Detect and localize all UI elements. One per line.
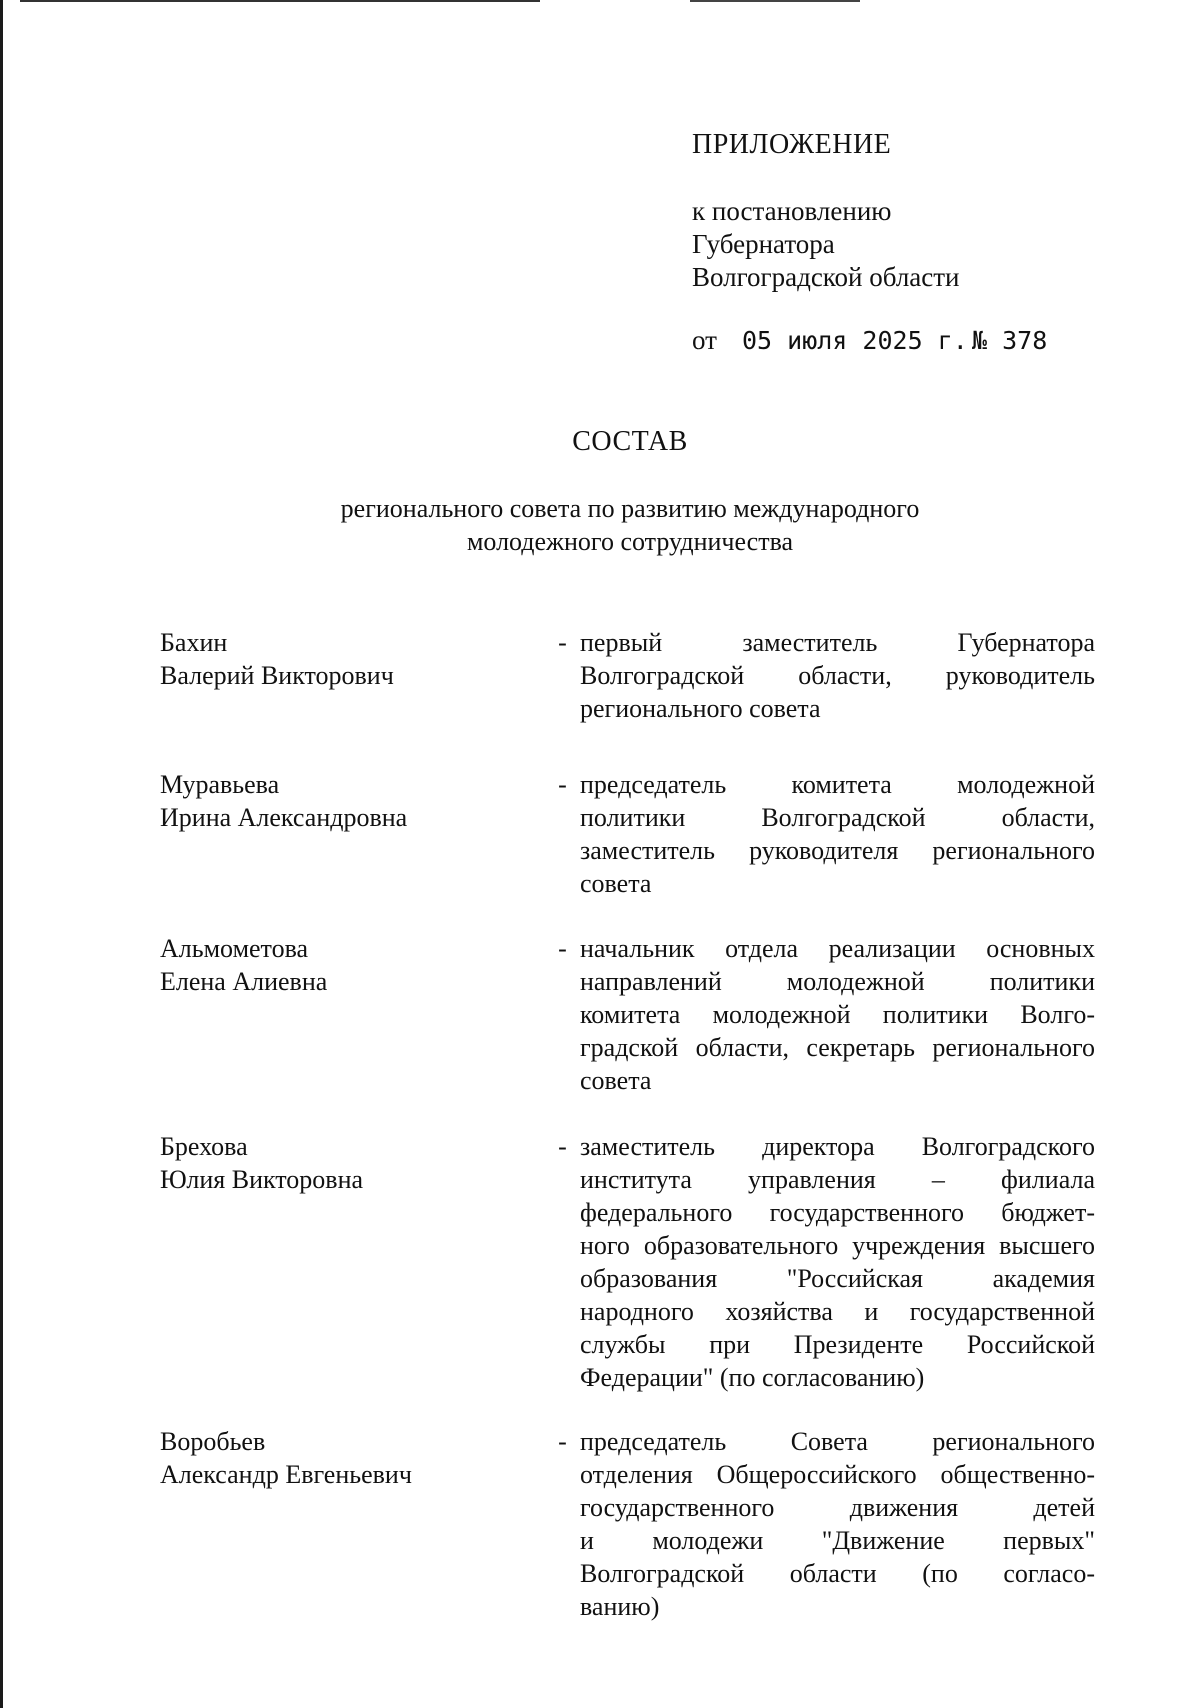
document-subheading xyxy=(0,492,1200,558)
member-given-names: Александр Евгеньевич xyxy=(160,1460,412,1489)
decree-number: № 378 xyxy=(972,326,1048,355)
position-line: службы при Президенте Российской xyxy=(580,1330,1095,1359)
member-given-names: Валерий Викторович xyxy=(160,661,394,690)
position-line: государственного движения детей xyxy=(580,1493,1095,1522)
appendix-line: Губернатора xyxy=(692,229,835,259)
member-surname: Брехова xyxy=(160,1132,248,1161)
position-line: комитета молодежной политики Волго- xyxy=(580,1000,1095,1029)
member-dash: - xyxy=(558,628,567,657)
position-line: Волгоградской области (по согласо- xyxy=(580,1559,1095,1588)
position-line: института управления – филиала xyxy=(580,1165,1095,1194)
member-name xyxy=(160,626,545,768)
position-line: председатель Совета регионального xyxy=(580,1427,1095,1456)
position-line: совета xyxy=(580,1066,652,1095)
member-dash: - xyxy=(558,1132,567,1161)
member-given-names: Ирина Александровна xyxy=(160,803,408,832)
position-line: Волгоградской области, руководитель xyxy=(580,661,1095,690)
position-line: начальник отдела реализации основных xyxy=(580,934,1095,963)
position-line: первый заместитель Губернатора xyxy=(580,628,1095,657)
member-row xyxy=(160,768,1095,932)
appendix-block xyxy=(692,128,1152,357)
position-line: заместитель руководителя регионального xyxy=(580,836,1095,865)
position-line: Федерации" (по согласованию) xyxy=(580,1363,925,1392)
position-line: заместитель директора Волгоградского xyxy=(580,1132,1095,1161)
subheading-line: молодежного сотрудничества xyxy=(466,527,794,556)
member-position xyxy=(580,1425,1095,1623)
member-surname: Бахин xyxy=(160,628,228,657)
decree-dateline xyxy=(692,324,1152,357)
member-row xyxy=(160,626,1095,768)
member-position xyxy=(580,768,1095,932)
position-line: председатель комитета молодежной xyxy=(580,770,1095,799)
member-dash: - xyxy=(558,1427,567,1456)
position-line: совета xyxy=(580,869,652,898)
member-position xyxy=(580,1130,1095,1425)
appendix-line: к постановлению xyxy=(692,196,892,226)
decree-date: 05 июля 2025 г. xyxy=(742,326,968,355)
member-position xyxy=(580,932,1095,1130)
position-line: политики Волгоградской области, xyxy=(580,803,1095,832)
appendix-title: ПРИЛОЖЕНИЕ xyxy=(692,129,892,160)
position-line: и молодежи "Движение первых" xyxy=(580,1526,1095,1555)
position-line: образования "Российская академия xyxy=(580,1264,1095,1293)
subheading-line: регионального совета по развитию международного xyxy=(340,494,920,523)
member-surname: Воробьев xyxy=(160,1427,266,1456)
member-surname: Муравьева xyxy=(160,770,280,799)
members-list xyxy=(160,626,1095,1623)
member-name xyxy=(160,932,545,1130)
member-name xyxy=(160,1425,545,1623)
member-position xyxy=(580,626,1095,768)
member-row xyxy=(160,932,1095,1130)
member-row xyxy=(160,1425,1095,1623)
position-line: направлений молодежной политики xyxy=(580,967,1095,996)
position-line: федерального государственного бюджет- xyxy=(580,1198,1095,1227)
position-line: ванию) xyxy=(580,1592,660,1621)
scan-edge-top xyxy=(20,0,540,2)
position-line: отделения Общероссийского общественно- xyxy=(580,1460,1095,1489)
document-heading: СОСТАВ xyxy=(572,426,688,457)
member-given-names: Елена Алиевна xyxy=(160,967,328,996)
position-line: регионального совета xyxy=(580,694,821,723)
member-name xyxy=(160,1130,545,1425)
scan-edge-top-right xyxy=(690,0,860,2)
member-row xyxy=(160,1130,1095,1425)
position-line: народного хозяйства и государственной xyxy=(580,1297,1095,1326)
position-line: градской области, секретарь регионального xyxy=(580,1033,1095,1062)
date-prefix: от xyxy=(692,325,717,355)
scan-edge-left xyxy=(0,0,3,1708)
member-dash: - xyxy=(558,770,567,799)
member-dash: - xyxy=(558,934,567,963)
appendix-line: Волгоградской области xyxy=(692,262,960,292)
member-surname: Альмометова xyxy=(160,934,309,963)
member-name xyxy=(160,768,545,932)
member-given-names: Юлия Викторовна xyxy=(160,1165,364,1194)
position-line: ного образовательного учреждения высшего xyxy=(580,1231,1095,1260)
